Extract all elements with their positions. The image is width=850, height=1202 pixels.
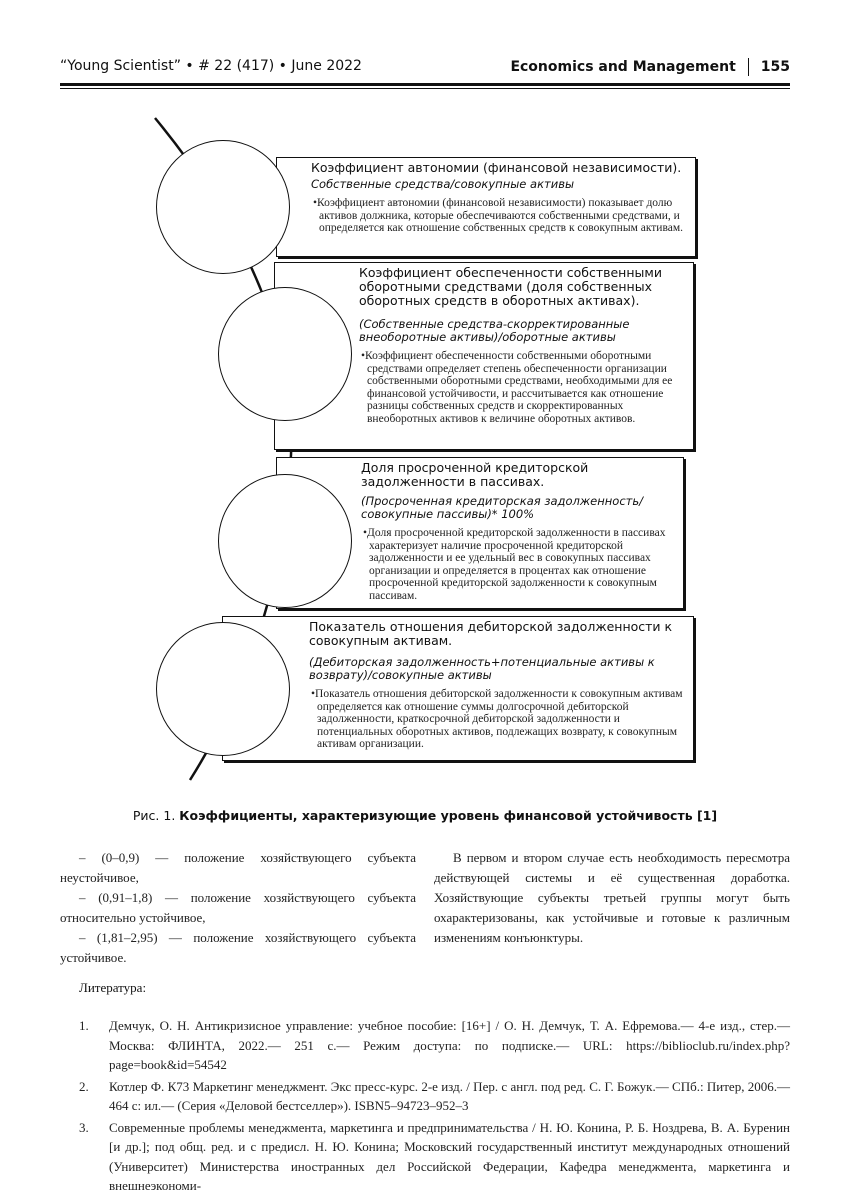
- figure-box-title: Показатель отношения дебиторской задолженности к совокупным активам.: [309, 619, 673, 648]
- reference-text: Современные проблемы менеджмента, маркетинга и предпринимательства / Н. Ю. Конина, Р. Б. Ноздрева, В. А. Буренин [и др.]; под общ. ред. и с предисл. Н. Ю. Конина; Московский государственный институт международных отношений (Университет) Министерства иностранных дел Российской Федерации, Кафедра менеджмента, маркетинга и внешнеэкономи-: [109, 1119, 790, 1193]
- reference-item: [79, 1077, 790, 1116]
- figure-box-formula: (Просроченная кредиторская задолженность/совокупные пассивы)* 100%: [361, 494, 644, 521]
- figure-box-description: •Коэффициент обеспеченности собственными оборотными средствами определяет степень обеспеченности организации собственными оборотными средствами, необходимыми для ее финансовой устойчивости, и рассчитывается как отношение разницы собственных средств и скорректированных внеоборотных активов к величине оборотных активов.: [361, 350, 673, 425]
- figure-caption: [0, 808, 850, 823]
- figure-box-4: [222, 616, 694, 761]
- figure-box-1: [276, 157, 696, 257]
- reference-item: [79, 1118, 790, 1196]
- left-column: [60, 848, 416, 968]
- figure-circle-3: [218, 474, 352, 608]
- body-paragraph: В первом и втором случае есть необходимость пересмотра действующей системы и её существенная доработка. Хозяйствующие субъекты третьей группы могут быть охарактеризованы, как устойчивые и готовые к различным изменениям конъюнктуры.: [434, 850, 790, 945]
- reference-item: [79, 1016, 790, 1075]
- reference-text: Демчук, О. Н. Антикризисное управление: учебное пособие: [16+] / О. Н. Демчук, Т. А. Ефремова.— 4-е изд., стер.— Москва: ФЛИНТА, 2022.— 251 с.— Режим доступа: по подписке.— URL: https://biblioclub.ru/index.php?page=book&id=54542: [109, 1018, 790, 1072]
- reference-number: 2.: [79, 1078, 89, 1094]
- figure-box-title: Коэффициент обеспеченности собственными оборотными средствами (доля собственных оборотных средств в оборотных активах).: [359, 265, 662, 308]
- figure-caption-prefix: Рис. 1.: [132, 808, 176, 823]
- section-title: Economics and Management: [510, 59, 736, 75]
- figure-circle-2: [218, 287, 352, 421]
- reference-list: [79, 1016, 790, 1198]
- list-item: – (1,81–2,95) — положение хозяйствующего субъекта устойчивое.: [60, 930, 416, 965]
- list-item: – (0–0,9) — положение хозяйствующего субъекта неустойчивое,: [60, 850, 416, 885]
- figure-circle-4: [156, 622, 290, 756]
- figure-box-formula: (Собственные средства-скорректированные внеоборотные активы)/оборотные активы: [359, 317, 630, 344]
- figure-caption-text: Коэффициенты, характеризующие уровень финансовой устойчивость [1]: [179, 808, 718, 823]
- literature-heading: Литература:: [79, 980, 147, 995]
- figure-box-title: Доля просроченной кредиторской задолженности в пассивах.: [361, 460, 589, 489]
- reference-number: 1.: [79, 1018, 89, 1033]
- journal-info: “Young Scientist” • # 22 (417) • June 2022: [60, 58, 362, 74]
- reference-text: Котлер Ф. К73 Маркетинг менеджмент. Экс пресс-курс. 2-е изд. / Пер. с англ. под ред. С. Г. Божук.— СПб.: Питер, 2006.— 464 с: ил.— (Серия «Деловой бестселлер»). ISBN5–94723–952–3: [109, 1078, 790, 1113]
- list-item: – (0,91–1,8) — положение хозяйствующего субъекта относительно устойчивое,: [60, 890, 416, 925]
- page-number: 155: [760, 59, 790, 75]
- figure-box-title: Коэффициент автономии (финансовой независимости).: [311, 160, 682, 175]
- figure-box-formula: (Дебиторская задолженность+потенциальные активы к возврату)/совокупные активы: [309, 655, 655, 682]
- figure-box-description: •Показатель отношения дебиторской задолженности к совокупным активам определяется как отношение суммы долгосрочной дебиторской задолженности, краткосрочной дебиторской задолженности и потенциальных оборотных активов, подлежащих возврату, к совокупным активам организации.: [311, 688, 683, 750]
- figure-box-description: •Доля просроченной кредиторской задолженности в пассивах характеризует наличие просроченной кредиторской задолженности и ее удельный вес в совокупных пассивах организации и определяется в процентах как отношение просроченной кредиторской задолженности к совокупным пассивам.: [363, 527, 666, 602]
- figure-box-formula: Собственные средства/совокупные активы: [311, 177, 575, 191]
- figure-box-description: •Коэффициент автономии (финансовой независимости) показывает долю активов должника, которые обеспечиваются собственными средствами, и определяется как отношение собственных средств к совокупным активам.: [313, 197, 683, 234]
- reference-number: 3.: [79, 1119, 89, 1135]
- right-column: [434, 848, 790, 948]
- figure-circle-1: [156, 140, 290, 274]
